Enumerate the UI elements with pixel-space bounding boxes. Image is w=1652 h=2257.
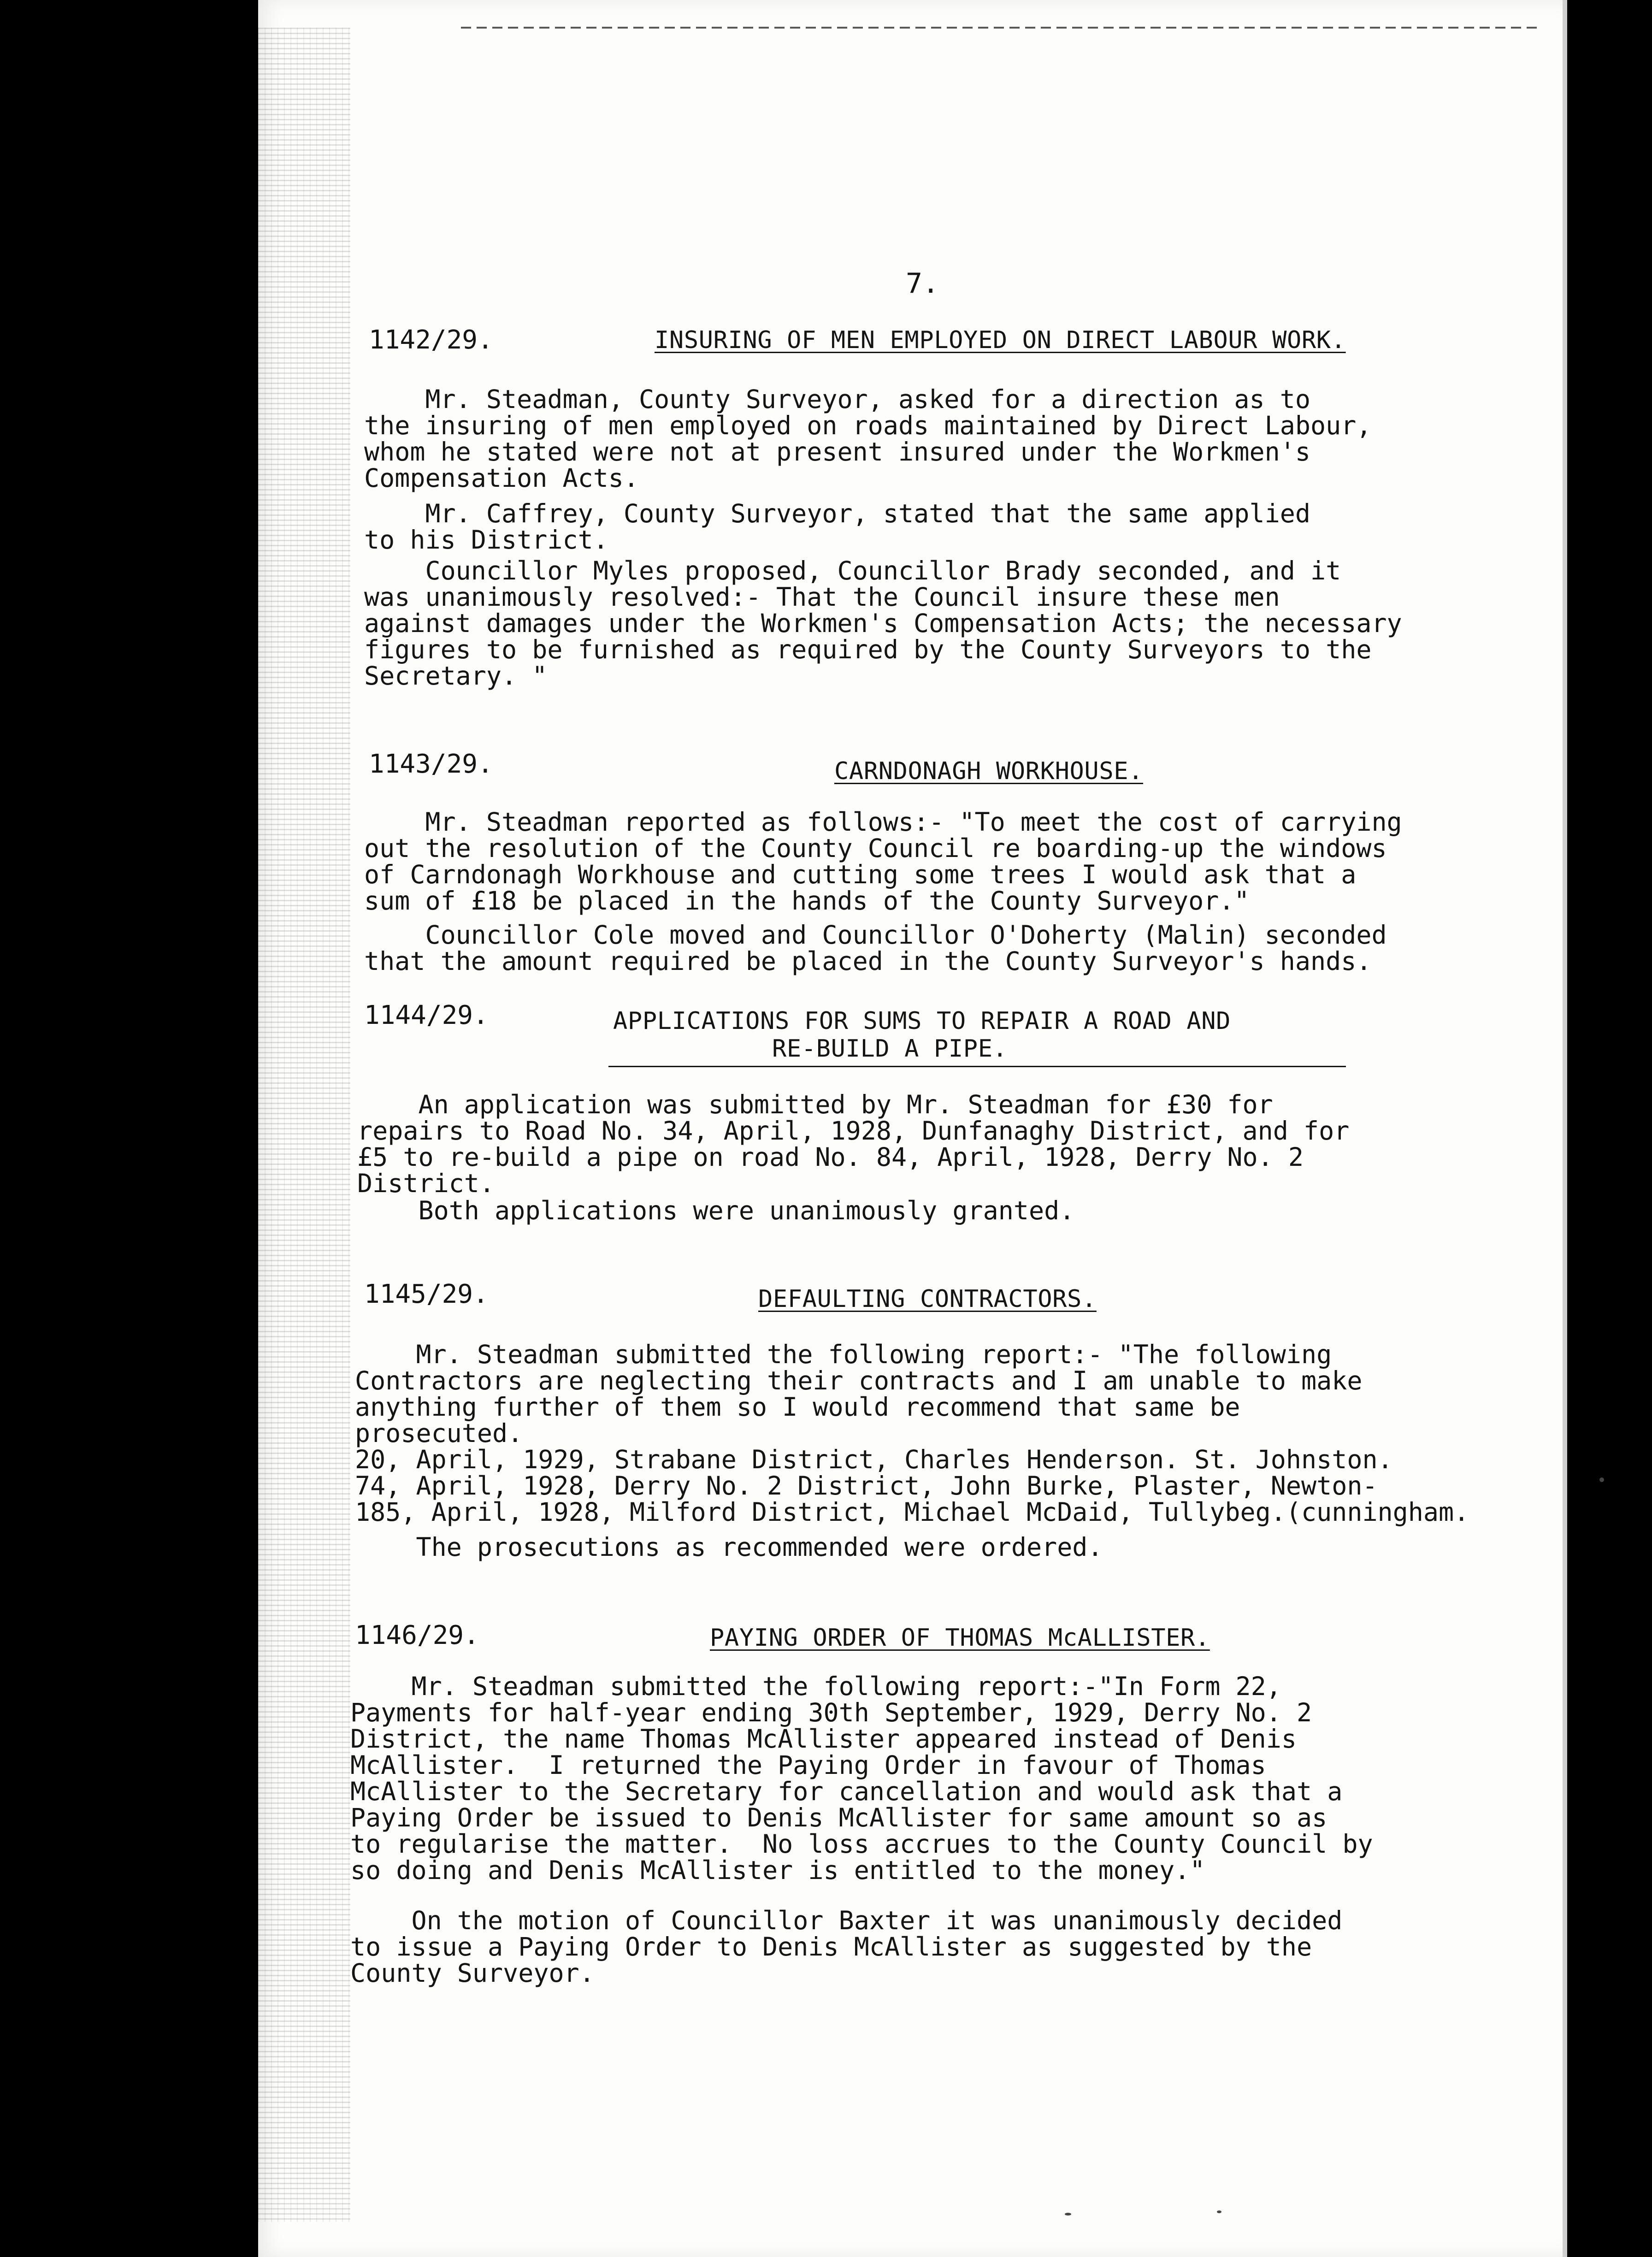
page-number: 7. [906, 267, 939, 300]
page-right-edge [1563, 0, 1567, 2257]
binding-edge-shadow [258, 28, 350, 2222]
top-dashed-rule [461, 27, 1540, 29]
section-heading-line-1: APPLICATIONS FOR SUMS TO REPAIR A ROAD AND [613, 1007, 1231, 1035]
paragraph: The prosecutions as recommended were ordered. [355, 1532, 1103, 1562]
section-heading: INSURING OF MEN EMPLOYED ON DIRECT LABOUR WORK. [655, 326, 1346, 354]
paragraph: Mr. Steadman submitted the following report:-"In Form 22, Payments for half-year ending 30th September, 1929, Derry No. 2 District, the name Thomas McAllister appeared instead of Denis McAllister. I returned the Paying Order in favour of Thomas McAllister to the Secretary for cancellation and would ask that a Paying Order be issued to Denis McAllister for same amount so as to regularise the matter. No loss accrues to the County Council by so doing and Denis McAllister is entitled to the money." [350, 1672, 1373, 1885]
paragraph: Mr. Steadman, County Surveyor, asked for a direction as to the insuring of men employed on roads maintained by Direct Labour, whom he stated were not at present insured under the Workmen's Compensation Acts. [364, 384, 1372, 493]
section-heading: DEFAULTING CONTRACTORS. [758, 1285, 1097, 1313]
paragraph: Mr. Steadman reported as follows:- "To meet the cost of carrying out the resolution of the County Council re boarding-up the windows of Carndonagh Workhouse and cutting some trees I would ask that a sum of £18 be placed in the hands of the County Surveyor." [364, 807, 1402, 916]
paragraph: An application was submitted by Mr. Steadman for £30 for repairs to Road No. 34, April, 1928, Dunfanaghy District, and for £5 to re-build a pipe on road No. 84, April, 1928, Derry No. 2 District. [357, 1090, 1350, 1198]
section-heading-line-2: RE-BUILD A PIPE. [772, 1035, 1008, 1063]
minute-number: 1142/29. [369, 325, 493, 355]
scan-speck [1599, 1477, 1604, 1482]
section-heading: PAYING ORDER OF THOMAS McALLISTER. [710, 1624, 1210, 1652]
minute-number: 1145/29. [364, 1279, 489, 1309]
paragraph: Councillor Myles proposed, Councillor Brady seconded, and it was unanimously resolved:- That the Council insure these men against damages under the Workmen's Compensation Acts; the necessary figures to be furnished as required by the County Surveyors to the Secretary. " [364, 556, 1402, 691]
paragraph: On the motion of Councillor Baxter it was unanimously decided to issue a Paying Order to Denis McAllister as suggested by the County Surveyor. [350, 1906, 1343, 1988]
paragraph: Both applications were unanimously granted. [357, 1196, 1075, 1225]
scan-speck [1065, 2213, 1071, 2216]
section-heading: CARNDONAGH WORKHOUSE. [834, 757, 1144, 785]
paragraph: Mr. Steadman submitted the following report:- "The following Contractors are neglecting their contracts and I am unable to make anything further of them so I would recommend that same be prosecuted. 20, April, 1929, Strabane District, Charles Henderson. St. Johnston. 74, April, 1928, Derry No. 2 District, John Burke, Plaster, Newton- 185, April, 1928, Milford District, Michael McDaid, Tullybeg.(cunningham. [355, 1340, 1469, 1527]
paragraph: Councillor Cole moved and Councillor O'Doherty (Malin) seconded that the amount required be placed in the County Surveyor's hands. [364, 920, 1387, 976]
minute-number: 1144/29. [364, 1000, 489, 1030]
paragraph: Mr. Caffrey, County Surveyor, stated that the same applied to his District. [364, 499, 1310, 555]
scan-speck [1217, 2210, 1221, 2213]
minute-number: 1146/29. [355, 1620, 479, 1650]
minute-number: 1143/29. [369, 749, 493, 779]
heading-underline [608, 1066, 1346, 1067]
